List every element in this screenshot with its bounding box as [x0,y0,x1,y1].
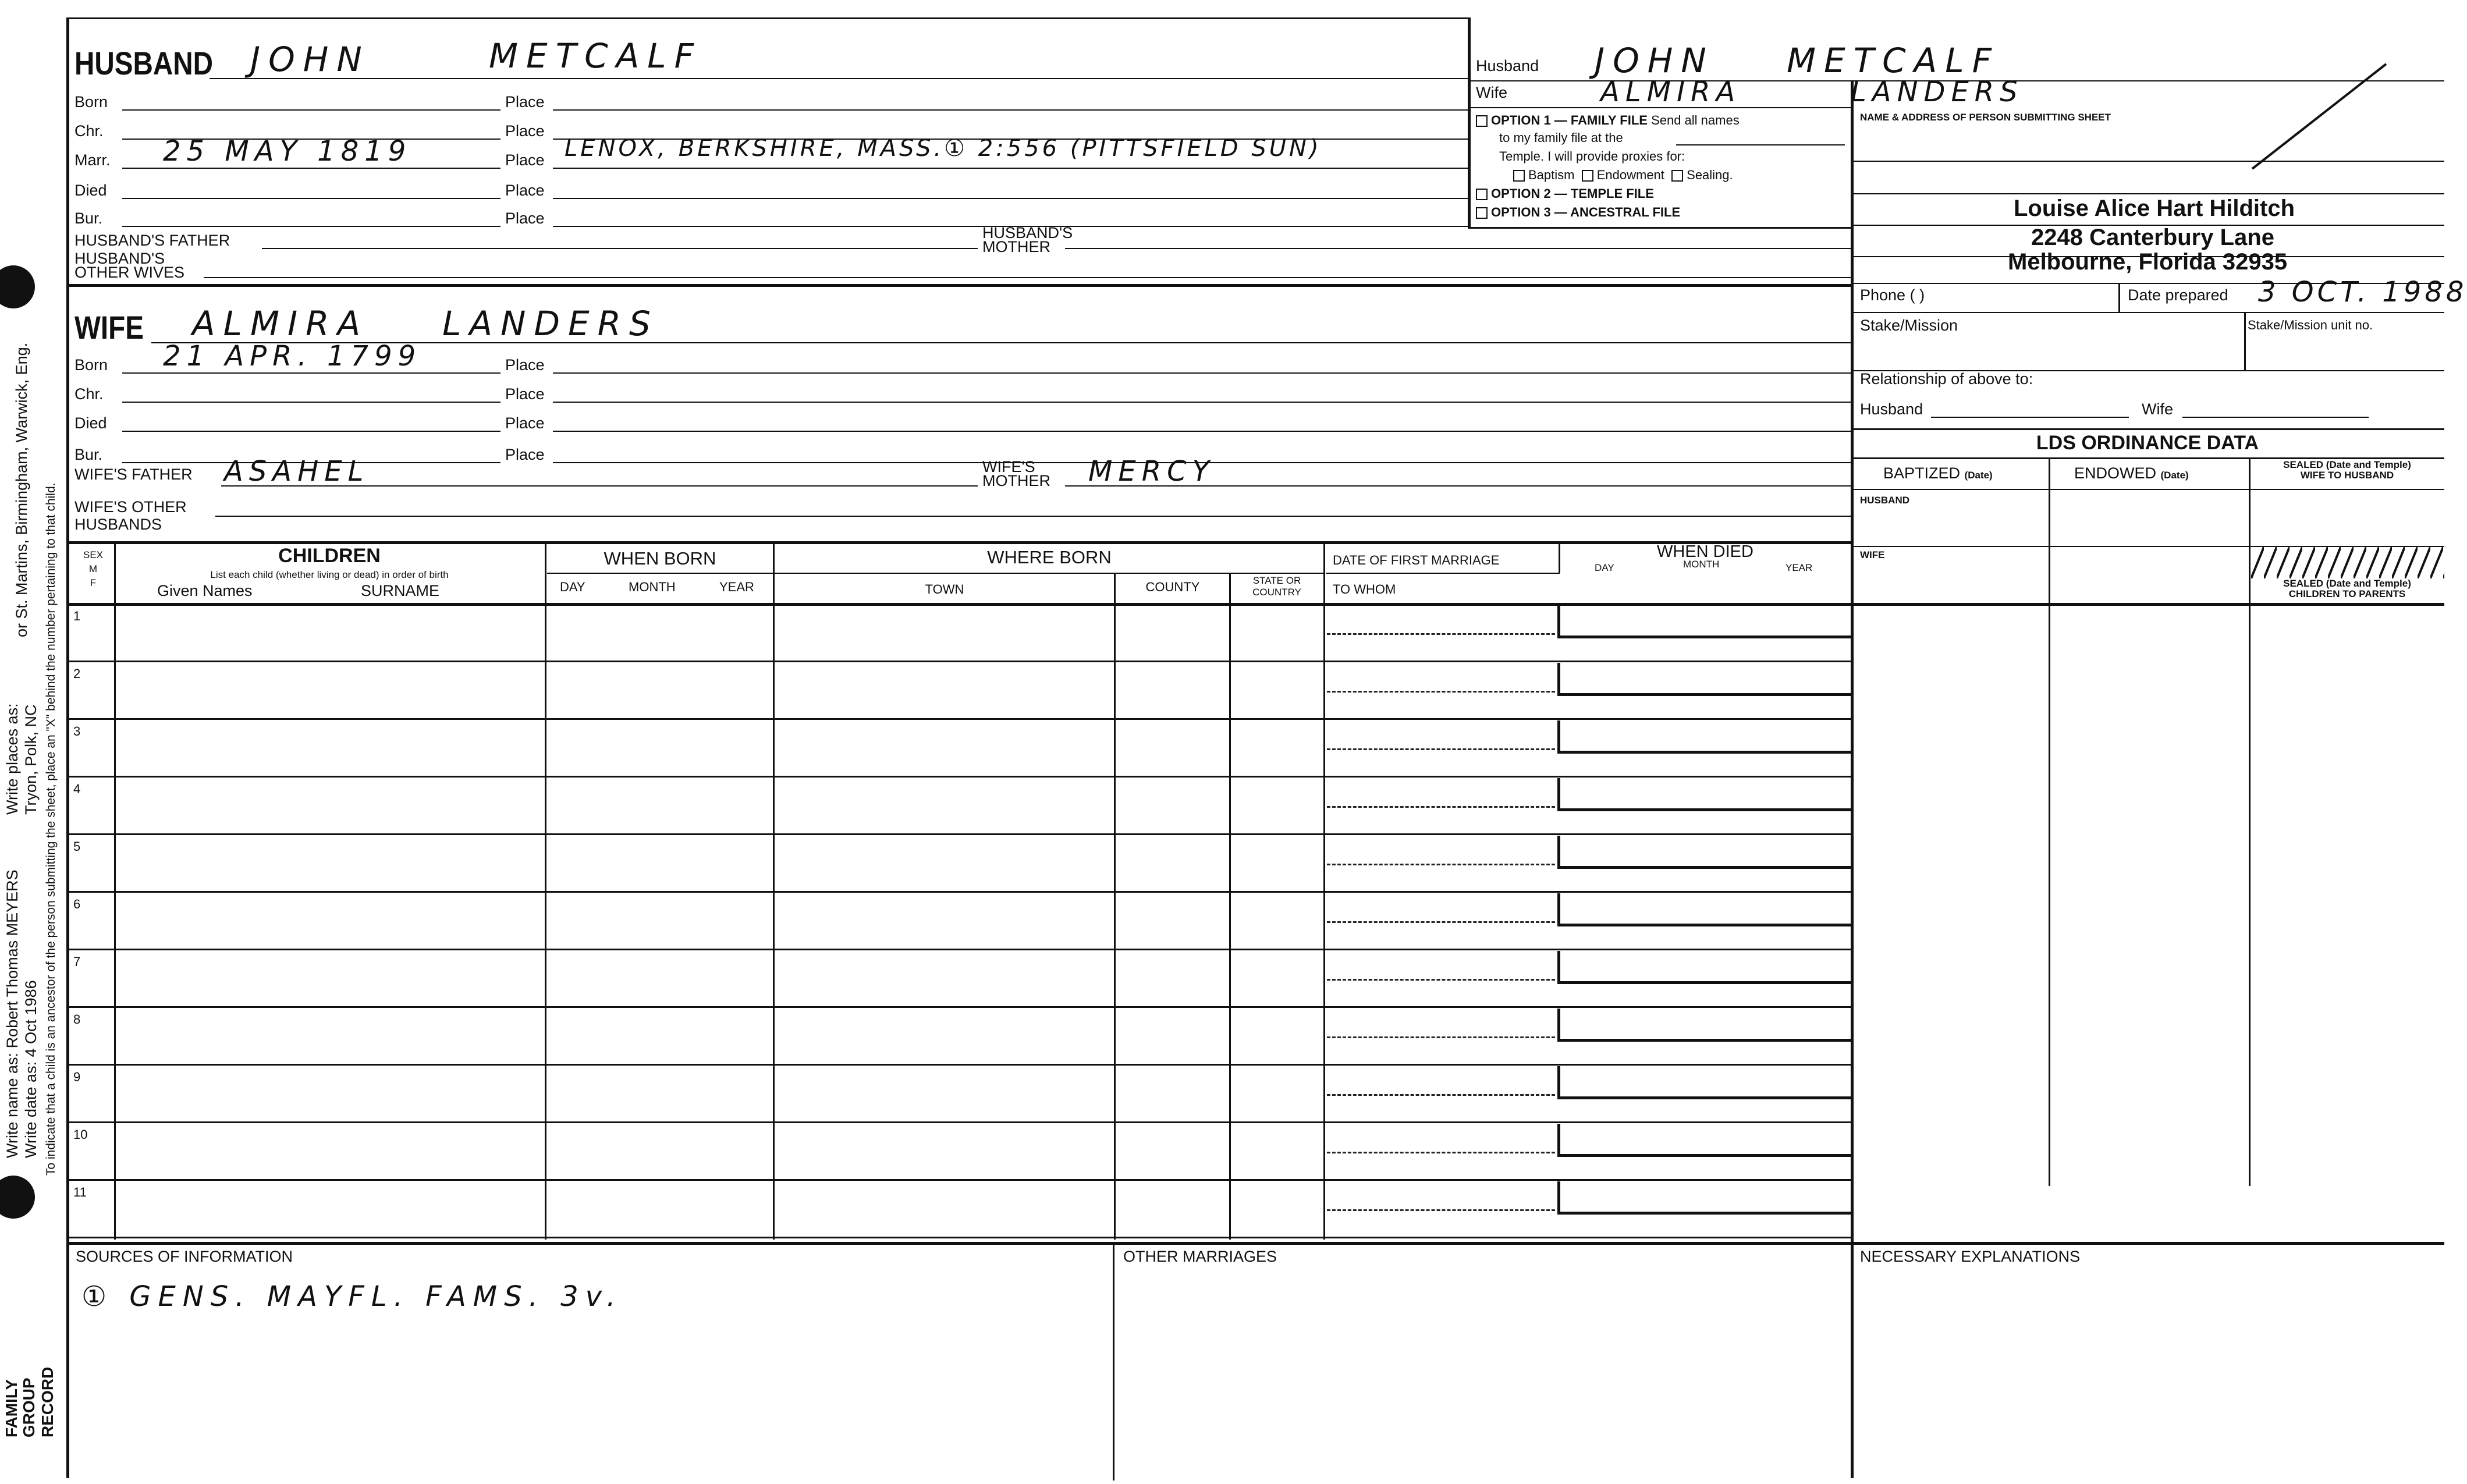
sources-label: SOURCES OF INFORMATION [76,1248,293,1265]
when-died-cell-bracket [1557,836,1854,869]
lds-top-line [1851,428,2444,430]
wife-other-husbands-label: WIFE'S OTHER HUSBANDS [74,498,187,533]
when-died-cell-bracket [1557,605,1854,638]
child-row-divider [66,1006,1851,1008]
submitter-line-2 [1851,193,2444,194]
section-divider-husband-wife [66,284,1851,287]
husband-died-place-line [553,198,1468,199]
col-line-when-born [773,541,775,1240]
child-row-number: 6 [73,897,81,911]
col-line-children [545,541,546,1240]
died-day-header: DAY [1595,562,1614,573]
relationship-husband-label: Husband [1860,400,1923,418]
husband-heading: HUSBAND [74,45,213,81]
when-died-cell-bracket [1557,1066,1854,1099]
born-year-header: YEAR [719,580,754,594]
submitter-city: Melbourne, Florida 32935 [2008,249,2288,275]
when-died-cell-bracket [1557,1009,1854,1042]
option1-line2: to my family file at the [1499,130,1623,145]
child-row-divider [66,776,1851,777]
when-died-cell-bracket [1557,1181,1854,1215]
husband-bur-place-label: Place [505,210,545,227]
frame-top-border [66,17,1469,19]
lds-wife-label: WIFE [1860,549,1885,560]
wife-father-line [221,485,978,487]
form-title-family: FAMILY [2,1379,20,1437]
other-marriages-label: OTHER MARRIAGES [1123,1248,1277,1265]
wife-chr-line [122,402,501,403]
when-died-cell-bracket [1557,1124,1854,1157]
header-wife-line [1468,107,1851,108]
child-row-divider [66,1237,1851,1238]
instruction-ancestor-child: To indicate that a child is an ancestor of the person submitting the sheet, place an "X" behind the number pertaining to that child. [44,482,58,1176]
child-row-number: 9 [73,1070,81,1084]
wife-mother-line [1065,485,1851,487]
died-year-header: YEAR [1786,562,1813,573]
child-row-divider [66,833,1851,835]
child-row-number: 5 [73,839,81,854]
husband-marr-line [122,168,501,169]
first-marriage-dashed-line [1327,633,1555,635]
wife-born-date: 21 APR. 1799 [163,340,422,372]
child-row-number: 11 [73,1185,87,1199]
col-line-town [1114,573,1116,1240]
wife-born-label: Born [74,356,108,374]
wife-father-label: WIFE'S FATHER [74,466,193,483]
wife-given-name: ALMIRA [192,304,369,343]
husband-died-place-label: Place [505,182,545,199]
child-row-divider [66,949,1851,950]
husband-name-line [210,78,1468,79]
instruction-write-name: Write name as: Robert Thomas MEYERS [3,869,21,1158]
state-country-header: STATE OR COUNTRY [1252,575,1301,598]
first-marriage-dashed-line [1327,1209,1555,1211]
col-line-where-born [1323,541,1325,1240]
wife-born-line [122,372,501,374]
husband-other-wives-label: HUSBAND'S OTHER WIVES [74,250,185,281]
child-row-number: 8 [73,1012,81,1027]
submitter-cross-out-mark [2246,58,2398,175]
endowment-checkbox[interactable] [1582,170,1593,182]
baptism-checkbox[interactable] [1513,170,1525,182]
died-month-header: MONTH [1683,559,1720,570]
child-row-divider [66,1179,1851,1181]
when-died-header: WHEN DIED [1657,542,1753,561]
bottom-section-top [66,1242,2444,1245]
stake-unit-divider [2244,312,2246,370]
first-marriage-dashed-line [1327,1036,1555,1038]
husband-marr-date: 25 MAY 1819 [163,135,412,168]
child-row-number: 10 [73,1127,88,1142]
wife-bur-place-label: Place [505,446,545,463]
frame-divider-husband [1468,17,1471,228]
first-marriage-dashed-line [1327,979,1555,981]
when-born-header: WHEN BORN [604,548,716,569]
to-whom-header: TO WHOM [1333,582,1396,597]
binder-hole-bottom [0,1176,35,1219]
lds-header-bottom [1851,489,2444,490]
wife-heading: WIFE [74,309,144,346]
header-husband-surname: METCALF [1787,41,2000,80]
stake-unit-label: Stake/Mission unit no. [2248,318,2373,332]
county-header: COUNTY [1145,580,1200,594]
wife-mother-value: MERCY [1088,455,1215,488]
husband-born-label: Born [74,93,108,111]
child-row-number: 1 [73,609,81,623]
child-row-number: 7 [73,954,81,969]
husband-born-place-label: Place [505,93,545,111]
relationship-label: Relationship of above to: [1860,370,2033,388]
children-surname-header: SURNAME [361,582,440,599]
instruction-places-example: Tryon, Polk, NC [22,704,40,815]
first-marriage-dashed-line [1327,806,1555,808]
husband-father-line [262,248,978,249]
phone-date-divider [2118,283,2120,312]
born-day-header: DAY [560,580,585,594]
stake-mission-label: Stake/Mission [1860,317,1958,334]
option-box-bottom [1468,227,1851,229]
lds-heading: LDS ORDINANCE DATA [2036,432,2259,454]
where-born-underline [774,573,1325,574]
when-died-cell-bracket [1557,778,1854,811]
submitter-heading: NAME & ADDRESS OF PERSON SUBMITTING SHEET [1860,112,2111,123]
necessary-explanations-label: NECESSARY EXPLANATIONS [1860,1248,2081,1265]
relationship-husband-line [1931,417,2129,418]
husband-father-label: HUSBAND'S FATHER [74,232,230,249]
submitter-line-6 [1851,312,2444,313]
first-marriage-dashed-line [1327,1094,1555,1096]
instruction-write-date: Write date as: 4 Oct 1986 [22,980,40,1158]
wife-chr-place-line [553,402,1851,403]
wife-chr-label: Chr. [74,385,104,403]
husband-bur-line [122,226,501,227]
form-title-group: GROUP [20,1378,38,1437]
wife-died-place-label: Place [505,414,545,432]
lds-col-divider-2 [2249,457,2251,1186]
when-born-underline [547,573,773,574]
born-month-header: MONTH [629,580,676,594]
when-died-cell-bracket [1557,663,1854,696]
first-marriage-dashed-line [1327,748,1555,750]
husband-surname: METCALF [489,36,702,76]
wife-surname: LANDERS [442,304,659,343]
children-heading: CHILDREN [278,545,381,567]
lds-endowed-label: ENDOWED (Date) [2074,464,2189,482]
submitter-name: Louise Alice Hart Hilditch [2014,196,2295,221]
when-died-cell-bracket [1557,893,1854,926]
husband-born-line [122,109,501,111]
where-born-header: WHERE BORN [987,547,1112,567]
first-marriage-dashed-line [1327,864,1555,865]
sealing-checkbox[interactable] [1671,170,1683,182]
children-header-bottom [66,603,2444,606]
option1-family-file: OPTION 1 — FAMILY FILE Send all names [1476,113,1740,128]
lds-sealed-children-label: SEALED (Date and Temple) CHILDREN TO PARENTS [2283,578,2411,599]
child-row-divider [66,661,1851,662]
husband-marr-place-line [553,168,1468,169]
sources-value: ① GENS. MAYFL. FAMS. 3v. [81,1280,623,1313]
first-marriage-underline [1326,573,1560,574]
child-row-number: 2 [73,666,81,681]
when-died-cell-bracket [1557,720,1854,754]
husband-chr-label: Chr. [74,122,104,140]
town-header: TOWN [925,582,964,597]
option1-temple-line [1676,144,1845,145]
husband-other-wives-line [204,277,1851,278]
husband-died-line [122,198,501,199]
wife-father-value: ASAHEL [224,455,370,488]
header-husband-label: Husband [1476,57,1539,74]
bottom-divider-1 [1113,1242,1114,1481]
instruction-places-example-2: or St. Martins, Birmingham, Warwick, Eng. [13,342,30,637]
option2-temple-file: OPTION 2 — TEMPLE FILE [1476,186,1654,201]
option3-ancestral-file: OPTION 3 — ANCESTRAL FILE [1476,205,1680,220]
lds-sealed-wife-label: SEALED (Date and Temple) WIFE TO HUSBAND [2283,459,2411,481]
wife-born-place-line [553,372,1851,374]
first-marriage-dashed-line [1327,1152,1555,1153]
first-marriage-dashed-line [1327,691,1555,693]
header-wife-surname: LANDERS [1851,76,2024,108]
husband-marr-place-label: Place [505,151,545,169]
when-died-cell-bracket [1557,951,1854,984]
binder-hole-top [0,265,35,308]
husband-died-label: Died [74,182,107,199]
husband-born-place-line [553,109,1468,111]
first-marriage-dashed-line [1327,921,1555,923]
husband-mother-line [1065,248,1851,249]
option1-proxies: Baptism Endowment Sealing. [1513,168,1733,183]
relationship-wife-line [2182,417,2369,418]
child-row-divider [66,1064,1851,1066]
wife-died-line [122,431,501,432]
col-line-sex [114,541,116,1240]
header-wife-label: Wife [1476,84,1507,101]
date-prepared-label: Date prepared [2128,286,2228,304]
wife-chr-place-label: Place [505,385,545,403]
children-list-note: List each child (whether living or dead) in order of birth [210,569,449,580]
husband-given-name: JOHN [250,40,370,79]
relationship-wife-label: Wife [2142,400,2173,418]
date-prepared-value: 3 OCT. 1988 [2258,276,2467,308]
header-husband-given: JOHN [1595,41,1715,80]
child-row-divider [66,1121,1851,1123]
child-row-number: 4 [73,782,81,796]
husband-chr-place-label: Place [505,122,545,140]
submitter-street: 2248 Canterbury Lane [2031,225,2274,250]
lds-baptized-label: BAPTIZED (Date) [1883,464,1993,482]
wife-other-husbands-line [215,516,1851,517]
col-line-first-marriage [1559,541,1560,573]
submitter-phone-label: Phone ( ) [1860,286,1925,304]
option1-checkbox[interactable] [1476,115,1488,127]
form-title-record: RECORD [38,1366,56,1437]
wife-bur-label: Bur. [74,446,103,463]
lds-hatched-cell [2251,547,2444,578]
frame-left-border [66,17,69,1478]
lds-husband-label: HUSBAND [1860,495,1909,506]
child-row-divider [66,718,1851,720]
husband-marr-place: LENOX, BERKSHIRE, MASS.① 2:556 (PITTSFIELD SUN) [565,135,1322,162]
child-row-divider [66,891,1851,893]
first-marriage-header: DATE OF FIRST MARRIAGE [1333,553,1500,567]
wife-died-place-line [553,431,1851,432]
husband-bur-label: Bur. [74,210,103,227]
header-wife-given: ALMIRA [1600,76,1741,108]
option1-line3: Temple. I will provide proxies for: [1499,149,1685,164]
option3-checkbox[interactable] [1476,207,1488,219]
instruction-write-places: Write places as: [3,703,21,815]
wife-mother-label: WIFE'S MOTHER [982,458,1050,489]
husband-marr-label: Marr. [74,151,111,169]
col-line-county [1229,573,1231,1240]
option2-checkbox[interactable] [1476,189,1488,200]
wife-born-place-label: Place [505,356,545,374]
husband-mother-label: HUSBAND'S MOTHER [982,224,1073,255]
children-sex-header: SEX M F [83,549,104,588]
wife-died-label: Died [74,414,107,432]
child-row-number: 3 [73,724,81,739]
children-given-names-header: Given Names [157,582,253,599]
lds-col-divider-1 [2049,457,2050,1186]
